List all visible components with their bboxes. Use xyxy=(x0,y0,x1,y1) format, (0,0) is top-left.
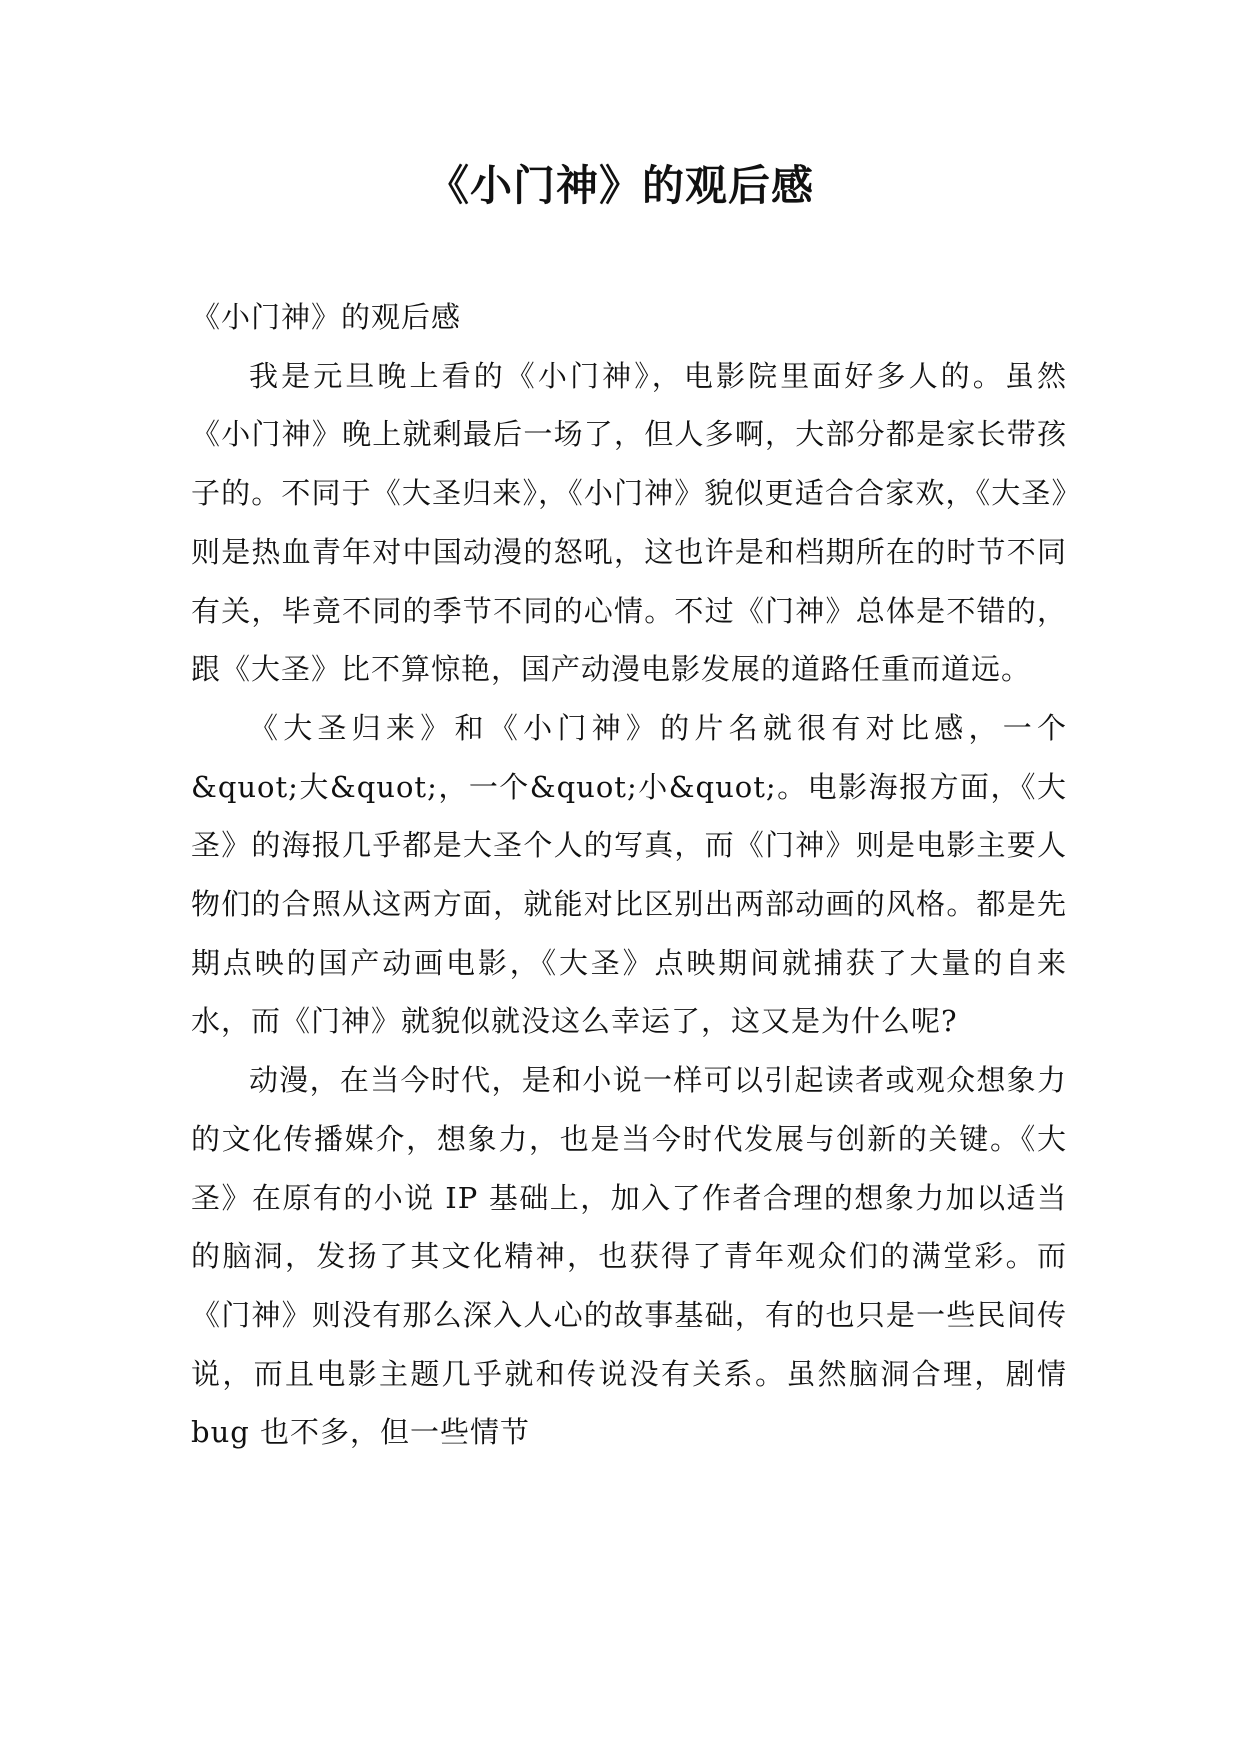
document-title: 《小门神》的观后感 xyxy=(426,161,814,210)
document-subtitle: 《小门神》的观后感 xyxy=(191,300,462,334)
paragraph: 动漫，在当今时代，是和小说一样可以引起读者或观众想象力的文化传播媒介，想象力，也是当今时代发展与创新的关键。《大圣》在原有的小说 IP 基础上，加入了作者合理的想象力加以适当的脑洞，发扬了其文化精神，也获得了青年观众们的满堂彩。而《门神》则没有那么深入人心的故事基础，有的也只是一些民间传说，而且电影主题几乎就和传说没有关系。虽然脑洞合理，剧情 bug 也不多，但一些情节 xyxy=(191,1063,1067,1450)
document-body xyxy=(191,288,1067,1462)
paragraph: 我是元旦晚上看的《小门神》，电影院里面好多人的。虽然《小门神》晚上就剩最后一场了，但人多啊，大部分都是家长带孩子的。不同于《大圣归来》，《小门神》貌似更适合合家欢，《大圣》则是热血青年对中国动漫的怒吼，这也许是和档期所在的时节不同有关，毕竟不同的季节不同的心情。不过《门神》总体是不错的，跟《大圣》比不算惊艳，国产动漫电影发展的道路任重而道远。 xyxy=(191,358,1067,687)
paragraph: 《大圣归来》和《小门神》的片名就很有对比感，一个&quot;大&quot;，一个&quot;小&quot;。电影海报方面，《大圣》的海报几乎都是大圣个人的写真，而《门神》则是电影主要人物们的合照从这两方面，就能对比区别出两部动画的风格。都是先期点映的国产动画电影，《大圣》点映期间就捕获了大量的自来水，而《门神》就貌似就没这么幸运了，这又是为什么呢? xyxy=(191,710,1067,1039)
